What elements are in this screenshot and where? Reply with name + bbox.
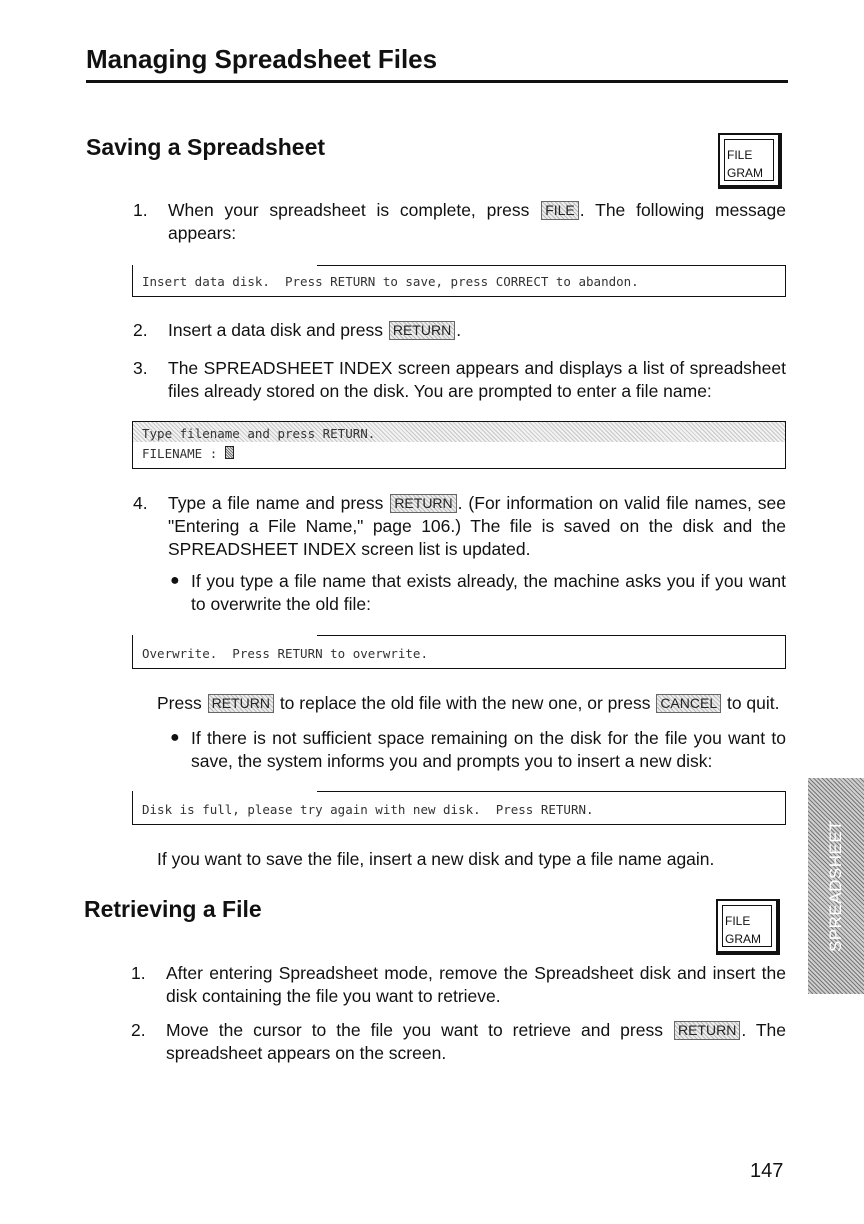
file-gram-key-icon: FILE GRAM	[716, 899, 780, 955]
step-1-text: When your spreadsheet is complete, press FILE . The following message appears:	[168, 200, 786, 243]
step-number: 2.	[133, 320, 148, 340]
step-number: 1.	[133, 200, 148, 220]
return-key: RETURN	[390, 494, 456, 513]
step-number: 2.	[131, 1020, 146, 1040]
press-line: Press RETURN to replace the old file with the new one, or press CANCEL to quit.	[157, 693, 780, 713]
step-number: 1.	[131, 963, 146, 983]
bullet-icon: ●	[170, 572, 180, 589]
return-key: RETURN	[674, 1021, 740, 1040]
step-3-text: The SPREADSHEET INDEX screen appears and displays a list of spreadsheet files already stored on the disk. You are prompted to enter a file name:	[168, 358, 786, 401]
page-number: 147	[750, 1160, 784, 1182]
bullet-icon: ●	[170, 729, 180, 746]
retrieve-step-1-text: After entering Spreadsheet mode, remove the Spreadsheet disk and insert the disk containing the file you want to retrieve.	[166, 963, 786, 1006]
step-number: 3.	[133, 358, 148, 378]
title-rule	[86, 80, 788, 83]
bullet-overwrite-text: If you type a file name that exists already, the machine asks you if you want to overwrite the old file:	[191, 571, 786, 614]
bullet-disk-full-text: If there is not sufficient space remaining on the disk for the file you want to save, the system informs you and prompts you to insert a new disk:	[191, 728, 786, 771]
file-key: FILE	[541, 201, 579, 220]
screen-message-insert-disk: Insert data disk. Press RETURN to save, press CORRECT to abandon.	[132, 265, 786, 297]
return-key: RETURN	[208, 694, 274, 713]
cursor-icon	[225, 446, 234, 459]
step-2-text: Insert a data disk and press RETURN .	[168, 320, 462, 340]
screen-filename-prompt: Type filename and press RETURN. FILENAME :	[132, 421, 786, 469]
screen-message-overwrite: Overwrite. Press RETURN to overwrite.	[132, 635, 786, 669]
return-key: RETURN	[389, 321, 455, 340]
file-gram-key-icon: FILE GRAM	[718, 133, 782, 189]
retrieve-step-2-text: Move the cursor to the file you want to retrieve and press RETURN . The spreadsheet appears on the screen.	[166, 1020, 786, 1063]
screen-message-disk-full: Disk is full, please try again with new disk. Press RETURN.	[132, 791, 786, 825]
step-4-text: Type a file name and press RETURN . (For information on valid file names, see "Entering a File Name," page 106.) The file is saved on the disk and the SPREADSHEET INDEX screen list is updated.	[168, 493, 786, 559]
side-tab-spreadsheet: SPREADSHEET	[808, 778, 864, 994]
step-number: 4.	[133, 493, 148, 513]
cancel-key: CANCEL	[656, 694, 721, 713]
page-title: Managing Spreadsheet Files	[86, 44, 438, 74]
section-heading-saving: Saving a Spreadsheet	[86, 134, 326, 160]
after-disk-full-text: If you want to save the file, insert a new disk and type a file name again.	[157, 849, 715, 869]
section-heading-retrieving: Retrieving a File	[84, 896, 262, 922]
